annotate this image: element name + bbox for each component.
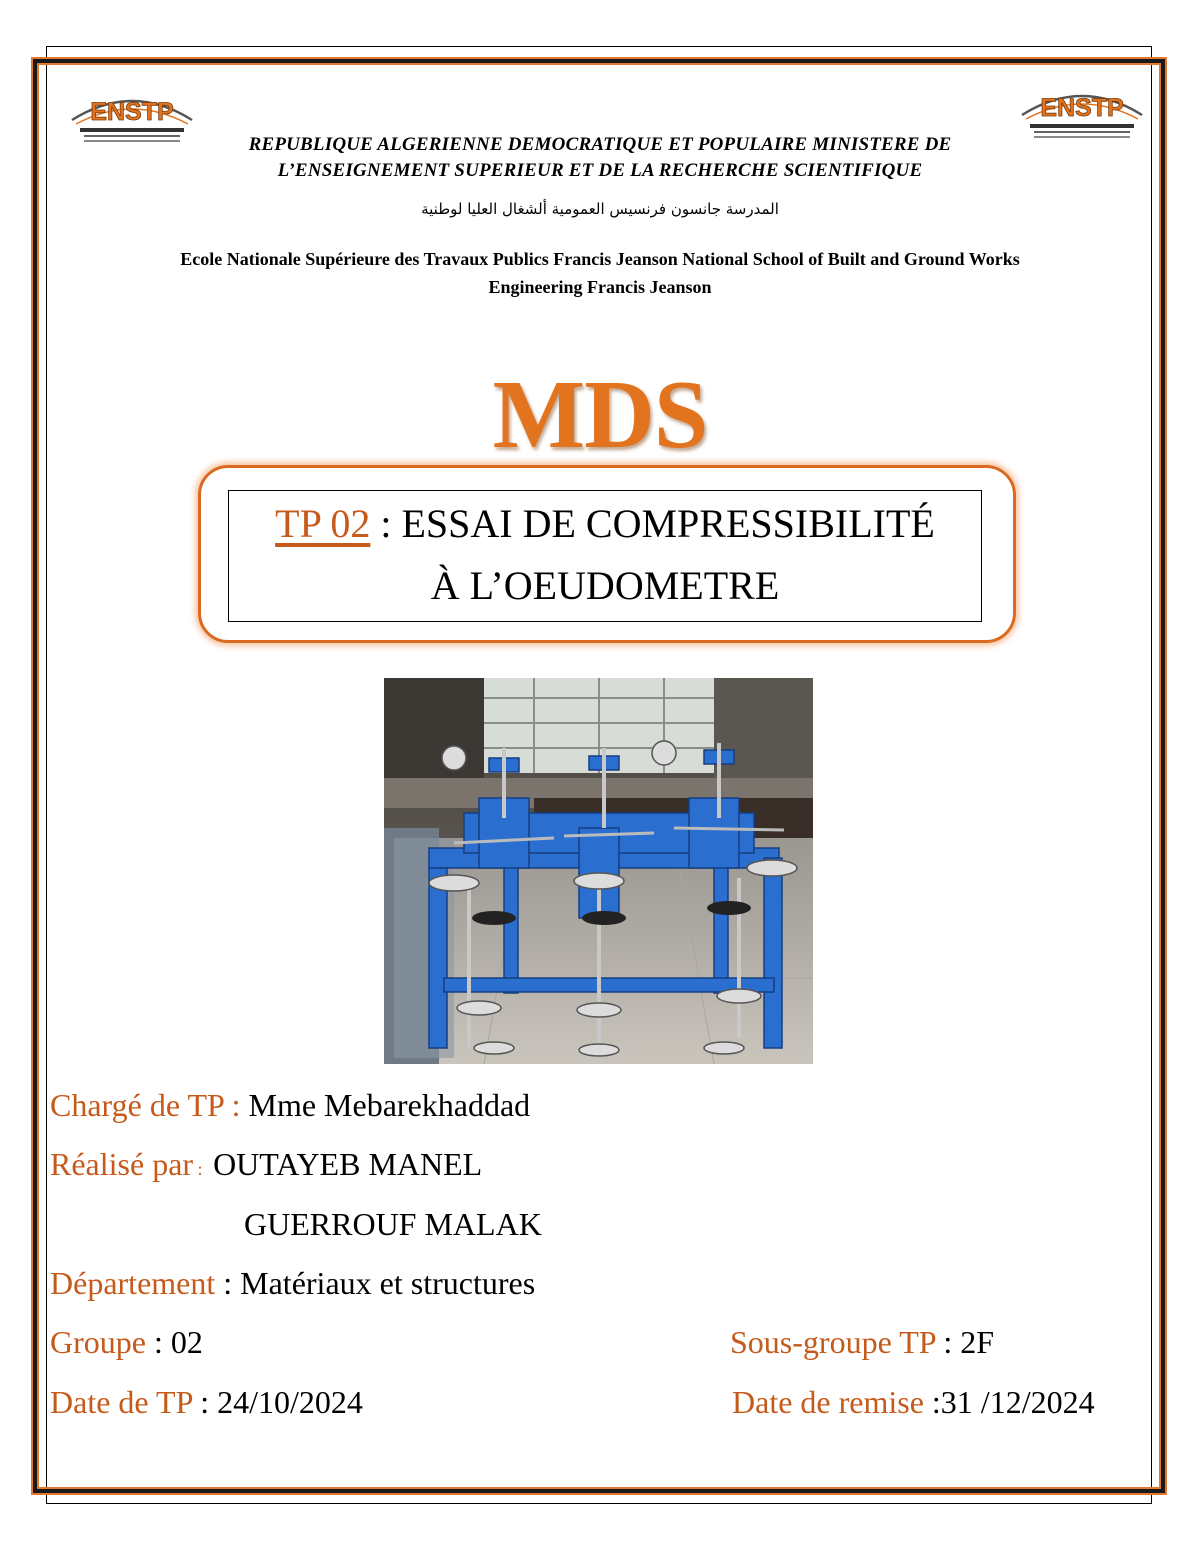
- arabic-school-name: المدرسة جانسون فرنسيس العمومية ألشغال العليا لوطنية: [421, 200, 779, 218]
- student-2-row: [244, 1204, 542, 1244]
- date-tp-value: : 24/10/2024: [192, 1384, 363, 1420]
- realise-par-label: Réalisé par: [50, 1146, 194, 1182]
- sous-groupe-value: : 2F: [935, 1324, 995, 1360]
- charge-de-tp-value: Mme Mebarekhaddad: [248, 1087, 531, 1123]
- logo-text: ENSTP: [90, 98, 174, 126]
- course-title: MDS: [492, 361, 708, 469]
- departement-value: : Matériaux et structures: [215, 1265, 536, 1301]
- charge-de-tp-row: [50, 1085, 530, 1125]
- school-name: [100, 245, 1100, 301]
- student-1: OUTAYEB MANEL: [213, 1146, 483, 1182]
- groupe-label: Groupe: [50, 1324, 146, 1360]
- date-remise-value: :31 /12/2024: [923, 1384, 1095, 1420]
- tp-number: TP 02: [275, 501, 371, 546]
- sous-groupe-label: Sous-groupe TP: [730, 1324, 936, 1360]
- republic-header: [100, 132, 1100, 184]
- oedometer-photo: [384, 678, 813, 1064]
- date-tp-row: [50, 1382, 363, 1422]
- republic-line-1: REPUBLIQUE ALGERIENNE DEMOCRATIQUE ET POPULAIRE MINISTERE DE: [248, 134, 952, 155]
- logo-text: ENSTP: [1040, 94, 1124, 122]
- tp-title-line-1: [229, 493, 981, 555]
- date-remise-row: [732, 1382, 1095, 1422]
- charge-de-tp-label: Chargé de TP :: [50, 1087, 249, 1123]
- student-2: GUERROUF MALAK: [244, 1206, 542, 1242]
- sous-groupe-row: [730, 1322, 994, 1362]
- tp-title: [228, 490, 982, 622]
- school-name-line-1: Ecole Nationale Supérieure des Travaux Publics Francis Jeanson National School of Built and Ground Works: [180, 249, 1020, 269]
- departement-label: Département: [50, 1265, 216, 1301]
- republic-line-2: L’ENSEIGNEMENT SUPERIEUR ET DE LA RECHERCHE SCIENTIFIQUE: [277, 160, 923, 181]
- tp-title-text: : ESSAI DE COMPRESSIBILITÉ: [370, 501, 935, 546]
- school-name-line-2: Engineering Francis Jeanson: [488, 277, 712, 297]
- groupe-value: : 02: [145, 1324, 203, 1360]
- groupe-row: [50, 1322, 203, 1362]
- departement-row: [50, 1263, 535, 1303]
- tp-title-line-2: À L’OEUDOMETRE: [430, 563, 780, 608]
- realise-par-colon: :: [193, 1159, 208, 1179]
- realise-par-row: [50, 1144, 482, 1189]
- date-remise-label: Date de remise: [732, 1384, 924, 1420]
- date-tp-label: Date de TP: [50, 1384, 193, 1420]
